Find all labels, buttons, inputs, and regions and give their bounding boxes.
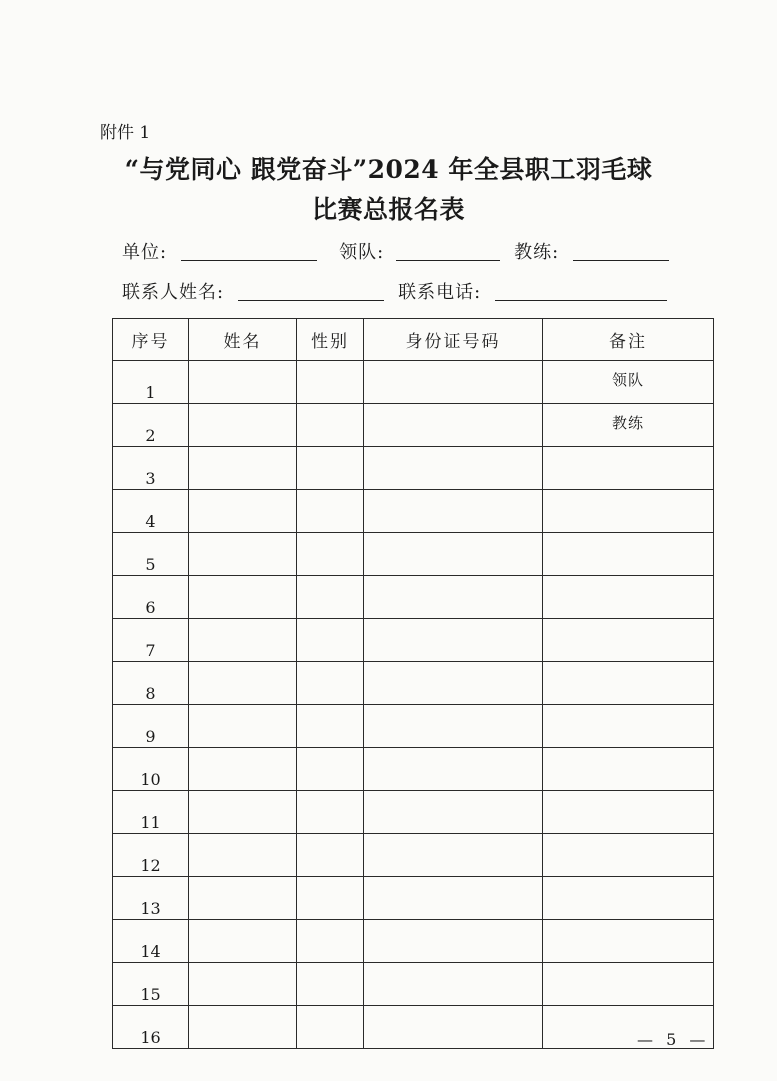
name-cell[interactable] (189, 447, 297, 490)
name-cell[interactable] (189, 748, 297, 791)
note-cell[interactable] (543, 619, 714, 662)
table-row (113, 490, 714, 533)
gender-cell[interactable] (297, 662, 364, 705)
row-number: 3 (113, 447, 189, 490)
table-row (113, 361, 714, 404)
annex-label: 附件 1 (100, 123, 151, 143)
coach-field[interactable] (573, 240, 669, 261)
name-cell[interactable] (189, 490, 297, 533)
row-number: 7 (113, 619, 189, 662)
id-number-cell[interactable] (364, 705, 543, 748)
note-cell[interactable] (543, 834, 714, 877)
table-header-row (113, 319, 714, 361)
note-cell[interactable] (543, 533, 714, 576)
table-row (113, 963, 714, 1006)
header-gender: 性别 (297, 319, 364, 361)
gender-cell[interactable] (297, 404, 364, 447)
contact-phone-label: 联系电话: (398, 282, 482, 303)
name-cell[interactable] (189, 920, 297, 963)
coach-label: 教练: (514, 242, 560, 263)
header-note: 备注 (543, 319, 714, 361)
name-cell[interactable] (189, 1006, 297, 1049)
gender-cell[interactable] (297, 1006, 364, 1049)
id-number-cell[interactable] (364, 576, 543, 619)
header-no: 序号 (113, 319, 189, 361)
header-name: 姓名 (189, 319, 297, 361)
table-row (113, 748, 714, 791)
name-cell[interactable] (189, 404, 297, 447)
row-number: 9 (113, 705, 189, 748)
gender-cell[interactable] (297, 447, 364, 490)
contact-phone-field[interactable] (495, 280, 667, 301)
note-cell[interactable]: 教练 (543, 404, 714, 447)
name-cell[interactable] (189, 705, 297, 748)
id-number-cell[interactable] (364, 361, 543, 404)
row-number: 14 (113, 920, 189, 963)
note-cell[interactable] (543, 748, 714, 791)
name-cell[interactable] (189, 662, 297, 705)
gender-cell[interactable] (297, 877, 364, 920)
table-row (113, 1006, 714, 1049)
table-row (113, 619, 714, 662)
table-row (113, 447, 714, 490)
id-number-cell[interactable] (364, 963, 543, 1006)
table-row (113, 834, 714, 877)
note-cell[interactable] (543, 877, 714, 920)
name-cell[interactable] (189, 877, 297, 920)
gender-cell[interactable] (297, 748, 364, 791)
table-row (113, 662, 714, 705)
row-number: 6 (113, 576, 189, 619)
id-number-cell[interactable] (364, 447, 543, 490)
note-cell[interactable] (543, 447, 714, 490)
header-fields-row-2 (122, 278, 667, 304)
gender-cell[interactable] (297, 963, 364, 1006)
row-number: 4 (113, 490, 189, 533)
contact-name-field[interactable] (238, 280, 384, 301)
id-number-cell[interactable] (364, 404, 543, 447)
gender-cell[interactable] (297, 834, 364, 877)
note-cell[interactable]: 领队 (543, 361, 714, 404)
note-cell[interactable] (543, 705, 714, 748)
registration-table (112, 318, 714, 1049)
note-cell[interactable] (543, 920, 714, 963)
table-row (113, 877, 714, 920)
id-number-cell[interactable] (364, 748, 543, 791)
name-cell[interactable] (189, 533, 297, 576)
name-cell[interactable] (189, 361, 297, 404)
gender-cell[interactable] (297, 361, 364, 404)
table-row (113, 705, 714, 748)
row-number: 13 (113, 877, 189, 920)
row-number: 1 (113, 361, 189, 404)
page-title-line-2: 比赛总报名表 (311, 195, 465, 224)
id-number-cell[interactable] (364, 533, 543, 576)
gender-cell[interactable] (297, 791, 364, 834)
table-row (113, 533, 714, 576)
note-cell[interactable] (543, 963, 714, 1006)
note-cell[interactable] (543, 490, 714, 533)
name-cell[interactable] (189, 619, 297, 662)
id-number-cell[interactable] (364, 877, 543, 920)
name-cell[interactable] (189, 576, 297, 619)
header-fields-row-1 (122, 238, 669, 264)
row-number: 8 (113, 662, 189, 705)
leader-label: 领队: (339, 242, 385, 263)
gender-cell[interactable] (297, 533, 364, 576)
id-number-cell[interactable] (364, 619, 543, 662)
row-number: 15 (113, 963, 189, 1006)
page-number: — 5 — (637, 1030, 710, 1049)
gender-cell[interactable] (297, 705, 364, 748)
id-number-cell[interactable] (364, 1006, 543, 1049)
row-number: 11 (113, 791, 189, 834)
contact-name-label: 联系人姓名: (122, 282, 225, 303)
row-number: 16 (113, 1006, 189, 1049)
table-row (113, 576, 714, 619)
unit-label: 单位: (122, 242, 168, 263)
id-number-cell[interactable] (364, 834, 543, 877)
row-number: 2 (113, 404, 189, 447)
name-cell[interactable] (189, 963, 297, 1006)
row-number: 5 (113, 533, 189, 576)
table-row (113, 404, 714, 447)
gender-cell[interactable] (297, 619, 364, 662)
unit-field[interactable] (181, 240, 317, 261)
table-body (113, 361, 714, 1049)
gender-cell[interactable] (297, 576, 364, 619)
row-number: 10 (113, 748, 189, 791)
name-cell[interactable] (189, 791, 297, 834)
id-number-cell[interactable] (364, 791, 543, 834)
id-number-cell[interactable] (364, 490, 543, 533)
name-cell[interactable] (189, 834, 297, 877)
note-cell[interactable] (543, 662, 714, 705)
id-number-cell[interactable] (364, 920, 543, 963)
leader-field[interactable] (396, 240, 500, 261)
page-title-line-1: “与党同心 跟党奋斗”2024 年全县职工羽毛球 (124, 155, 653, 184)
id-number-cell[interactable] (364, 662, 543, 705)
note-cell[interactable] (543, 576, 714, 619)
table-row (113, 791, 714, 834)
gender-cell[interactable] (297, 920, 364, 963)
gender-cell[interactable] (297, 490, 364, 533)
note-cell[interactable] (543, 791, 714, 834)
row-number: 12 (113, 834, 189, 877)
table-row (113, 920, 714, 963)
header-id-number: 身份证号码 (364, 319, 543, 361)
